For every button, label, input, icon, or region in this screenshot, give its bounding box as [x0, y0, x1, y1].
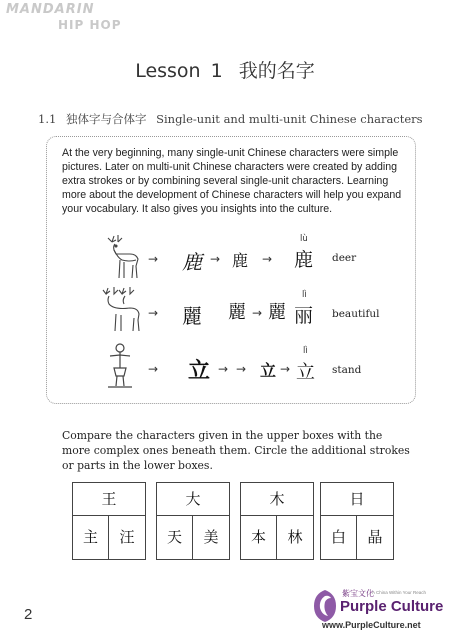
- watermark-cn: 紫宝文化: [342, 589, 374, 598]
- char-box-group: [156, 482, 230, 560]
- purple-culture-logo-icon: [310, 588, 340, 624]
- intro-paragraph: At the very beginning, many single-unit Chinese characters were simple pictures. Later on multi-unit Chinese characters were created by adding extra strokes or by combining several single-unit characters. Learning more about the development of Chinese characters will help you expand your vocabulary. It also gives you insights into the culture.: [62, 147, 402, 215]
- evolution-row-stand: [100, 340, 420, 396]
- lesson-title: [0, 56, 450, 83]
- pinyin-label: lù: [300, 234, 308, 244]
- watermark-tagline: A China Within Your Reach: [372, 590, 427, 595]
- deer-pair-drawing-icon: [100, 284, 144, 336]
- arrow-icon: →: [280, 362, 291, 376]
- complex-characters: [157, 516, 229, 559]
- complex-character-cell[interactable]: 林: [287, 528, 303, 546]
- complex-character-cell[interactable]: 美: [203, 528, 219, 546]
- watermark-brand: Purple Culture: [340, 598, 444, 615]
- complex-characters: [73, 516, 145, 559]
- arrow-icon: →: [210, 252, 221, 266]
- deer-drawing-icon: [100, 232, 144, 284]
- stage-glyph: 立: [260, 361, 277, 380]
- series-logo: [6, 2, 136, 32]
- arrow-icon: →: [148, 362, 159, 376]
- modern-character: 丽: [294, 305, 314, 327]
- evolution-row-beautiful: [100, 284, 420, 340]
- pinyin-label: lì: [302, 290, 307, 300]
- complex-character-cell[interactable]: 晶: [367, 528, 383, 546]
- modern-character: 立: [296, 361, 316, 383]
- brand-line-2: HIP HOP: [58, 18, 122, 32]
- page-number: 2: [24, 606, 33, 623]
- complex-character-cell[interactable]: 白: [321, 516, 357, 559]
- pinyin-label: lì: [303, 346, 308, 356]
- lesson-number: 1: [210, 60, 223, 82]
- base-character: 木: [241, 483, 313, 516]
- stage-glyph: 麗: [228, 302, 246, 323]
- meaning-label: stand: [332, 364, 362, 376]
- stage-glyph: 麗: [182, 304, 202, 328]
- arrow-icon: →: [148, 306, 159, 320]
- lesson-label: Lesson: [135, 60, 201, 82]
- complex-character-cell[interactable]: 天: [157, 516, 193, 559]
- char-box-group: [72, 482, 146, 560]
- watermark-url[interactable]: www.PurpleCulture.net: [322, 620, 421, 630]
- section-title-en: Single-unit and multi-unit Chinese characters: [156, 112, 423, 126]
- arrow-icon: →: [252, 306, 263, 320]
- evolution-row-deer: [100, 232, 420, 288]
- arrow-icon: →: [236, 362, 247, 376]
- brand-line-1: MANDARIN: [6, 2, 95, 17]
- section-heading: [38, 111, 429, 127]
- base-character: 日: [321, 483, 393, 516]
- complex-character-cell[interactable]: 本: [241, 516, 277, 559]
- char-box-group: [320, 482, 394, 560]
- complex-character-cell[interactable]: 主: [73, 516, 109, 559]
- standing-person-drawing-icon: [100, 340, 144, 392]
- complex-character-cell[interactable]: 汪: [119, 528, 135, 546]
- section-title-cn: 独体字与合体字: [65, 112, 147, 126]
- lesson-title-cn: 我的名字: [238, 60, 315, 82]
- arrow-icon: →: [262, 252, 273, 266]
- modern-character: 鹿: [294, 249, 314, 271]
- section-number: 1.1: [38, 112, 57, 126]
- stage-glyph: 麗: [268, 302, 286, 323]
- exercise-instruction: Compare the characters given in the upper boxes with the more complex ones beneath them. Circle the additional strokes or parts in the lower boxes.: [62, 429, 410, 472]
- arrow-icon: →: [218, 362, 229, 376]
- base-character: 大: [157, 483, 229, 516]
- complex-characters: [241, 516, 313, 559]
- arrow-icon: →: [148, 252, 159, 266]
- char-box-group: [240, 482, 314, 560]
- complex-characters: [321, 516, 393, 559]
- stage-glyph: 鹿: [232, 251, 249, 270]
- stage-glyph: 立: [188, 359, 211, 384]
- meaning-label: beautiful: [332, 308, 380, 320]
- stage-glyph: 鹿: [182, 250, 202, 274]
- base-character: 王: [73, 483, 145, 516]
- meaning-label: deer: [332, 252, 357, 264]
